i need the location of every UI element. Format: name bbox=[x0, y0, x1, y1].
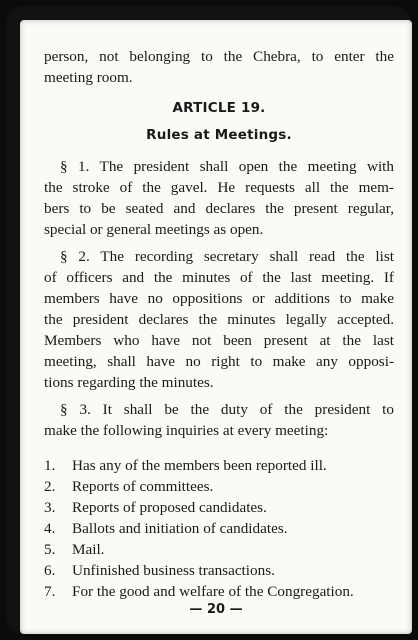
section-3-line: make the following inquiries at every meeting: bbox=[44, 422, 329, 439]
section-2-line: § 2. The recording secretary shall read the list bbox=[60, 248, 394, 265]
text-line: meeting room. bbox=[44, 69, 133, 86]
list-item-text: Has any of the members been reported ill. bbox=[72, 457, 327, 474]
page-text bbox=[44, 46, 394, 602]
section-1-line: § 1. The president shall open the meeting with bbox=[60, 158, 394, 175]
list-item-number: 3. bbox=[44, 499, 56, 516]
list-item-number: 5. bbox=[44, 541, 56, 558]
section-3-line: § 3. It shall be the duty of the president to bbox=[60, 401, 394, 418]
list-item bbox=[44, 518, 394, 539]
section-2-line: tions regarding the minutes. bbox=[44, 374, 214, 391]
article-subtitle: Rules at Meetings. bbox=[146, 127, 292, 143]
section-2-line: the president declares the minutes legally accepted. bbox=[44, 311, 394, 328]
list-item-number: 4. bbox=[44, 520, 56, 537]
book-frame bbox=[6, 6, 412, 634]
list-item bbox=[44, 560, 394, 581]
list-item-text: Unfinished business transactions. bbox=[72, 562, 275, 579]
section-1-line: the stroke of the gavel. He requests all the mem- bbox=[44, 179, 394, 196]
document-page bbox=[20, 20, 412, 634]
inquiry-list bbox=[44, 455, 394, 602]
section-1-line: bers to be seated and declares the present regular, bbox=[44, 200, 394, 217]
section-2-line: members have no oppositions or additions to make bbox=[44, 290, 394, 307]
section-2-line: of officers and the minutes of the last meeting. If bbox=[44, 269, 394, 286]
list-item-text: Ballots and initiation of candidates. bbox=[72, 520, 288, 537]
list-item-number: 2. bbox=[44, 478, 56, 495]
list-item-number: 7. bbox=[44, 583, 56, 600]
list-item-text: Reports of committees. bbox=[72, 478, 214, 495]
section-2-line: meeting, shall have no right to make any opposi- bbox=[44, 353, 394, 370]
list-item-text: Mail. bbox=[72, 541, 105, 558]
section-1-line: special or general meetings as open. bbox=[44, 221, 264, 238]
list-item-text: For the good and welfare of the Congregation. bbox=[72, 583, 354, 600]
list-item bbox=[44, 497, 394, 518]
list-item-text: Reports of proposed candidates. bbox=[72, 499, 267, 516]
list-item bbox=[44, 581, 394, 602]
list-item bbox=[44, 539, 394, 560]
article-title: ARTICLE 19. bbox=[172, 100, 266, 116]
text-line: person, not belonging to the Chebra, to enter the bbox=[44, 48, 394, 65]
list-item bbox=[44, 455, 394, 476]
section-2-line: Members who have not been present at the last bbox=[44, 332, 394, 349]
page-number: — 20 — bbox=[189, 602, 243, 617]
list-item-number: 6. bbox=[44, 562, 56, 579]
list-item bbox=[44, 476, 394, 497]
list-item-number: 1. bbox=[44, 457, 56, 474]
